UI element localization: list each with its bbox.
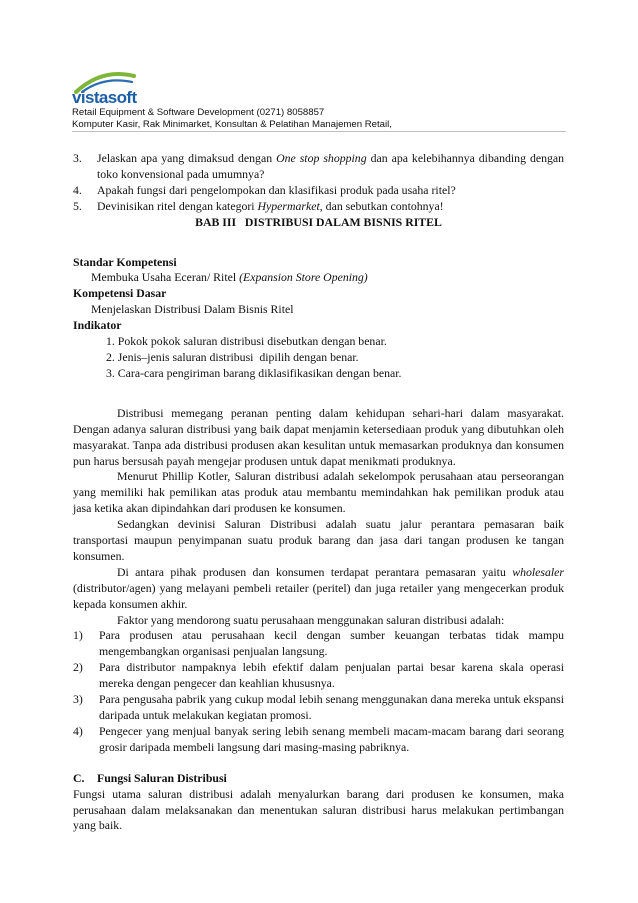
svg-text:vistasoft: vistasoft bbox=[72, 88, 137, 106]
header-company-line: Retail Equipment & Software Development (0271) 8058857 bbox=[72, 107, 325, 118]
paragraph: Menurut Phillip Kotler, Saluran distribusi adalah sekelompok perusahaan atau perseorangan yang memiliki hak pemilikan atas produk atau membantu memindahkan hak pemilikan produk atau jasa ketika akan dipindahkan dari produsen ke konsumen. bbox=[73, 469, 564, 516]
factor-number: 2) bbox=[73, 660, 83, 675]
chapter-title: BAB III DISTRIBUSI DALAM BISNIS RITEL bbox=[195, 214, 442, 229]
kompetensi-dasar-text: Menjelaskan Distribusi Dalam Bisnis Ritel bbox=[91, 302, 294, 317]
indikator-item: 2. Jenis–jenis saluran distribusi dipilih dengan benar. bbox=[106, 349, 359, 364]
question-text: Apakah fungsi dari pengelompokan dan klasifikasi produk pada usaha ritel? bbox=[97, 182, 456, 197]
header-services-line: Komputer Kasir, Rak Minimarket, Konsultan & Pelatihan Manajemen Retail, bbox=[72, 119, 392, 130]
indikator-item: 3. Cara-cara pengiriman barang diklasifikasikan dengan benar. bbox=[106, 365, 402, 380]
standar-kompetensi-text: Membuka Usaha Eceran/ Ritel (Expansion Store Opening) bbox=[91, 270, 368, 285]
factor-number: 3) bbox=[73, 692, 83, 707]
question-number: 3. bbox=[73, 151, 82, 165]
indikator-item: 1. Pokok pokok saluran distribusi disebutkan dengan benar. bbox=[106, 334, 387, 349]
paragraph: Sedangkan devinisi Saluran Distribusi adalah suatu jalur perantara pemasaran baik transportasi maupun penyimpanan suatu produk barang dan jasa dari tangan produsen ke tangan konsumen. bbox=[73, 517, 564, 563]
section-c-heading bbox=[73, 771, 564, 787]
factor-text: Pengecer yang menjual banyak sering lebih senang membeli macam-macam barang dari seorang grosir daripada membeli langsung dari masing-masing pabriknya. bbox=[99, 723, 564, 754]
question-item bbox=[73, 199, 564, 215]
question-item bbox=[73, 183, 564, 199]
factor-text: Para produsen atau perusahaan kecil dengan sumber keuangan terbatas tidak mampu mengembangkan organisasi penjualan langsung. bbox=[99, 628, 564, 659]
factor-number: 4) bbox=[73, 723, 83, 738]
factor-item bbox=[73, 724, 564, 756]
paragraph: Distribusi memegang peranan penting dalam kehidupan sehari-hari dalam masyarakat. Dengan adanya saluran distribusi yang baik dapat menjamin ketersediaan produk yang dibutuhkan oleh masyarakat. Tanpa ada distribusi produsen akan kesulitan untuk memasarkan produknya dan konsumen pun harus bersusah payah mengejar produsen untuk dapat menikmati produknya. bbox=[73, 405, 564, 468]
question-text: Devinisikan ritel dengan kategori Hypermarket, dan sebutkan contohnya! bbox=[97, 198, 444, 213]
factor-text: Para distributor nampaknya lebih efektif dalam penjualan partai besar karena skala operasi mereka dengan pengecer dan keahlian khususnya. bbox=[99, 660, 564, 691]
header-divider bbox=[72, 131, 566, 132]
vistasoft-logo bbox=[72, 66, 142, 106]
question-text: Jelaskan apa yang dimaksud dengan One stop shopping dan apa kelebihannya dibanding dengan toko konvensional pada umumnya? bbox=[97, 151, 565, 181]
factor-number: 1) bbox=[73, 628, 83, 643]
factor-item bbox=[73, 692, 564, 724]
paragraph: Faktor yang mendorong suatu perusahaan menggunakan saluran distribusi adalah: bbox=[117, 612, 505, 627]
document-body bbox=[73, 151, 564, 834]
question-number: 5. bbox=[73, 198, 82, 213]
indikator-heading: Indikator bbox=[73, 318, 122, 333]
question-item bbox=[73, 151, 564, 183]
question-number: 4. bbox=[73, 182, 82, 197]
factor-item bbox=[73, 628, 564, 660]
kompetensi-dasar-heading: Kompetensi Dasar bbox=[73, 286, 167, 301]
factor-item bbox=[73, 660, 564, 692]
section-c-text: Fungsi utama saluran distribusi adalah menyalurkan barang dari produsen ke konsumen, maka perusahaan dalam melaksanakan dan menentukan saluran distribusi harus melakukan pertimbangan yang baik. bbox=[73, 786, 564, 833]
section-number: C. bbox=[73, 770, 85, 785]
paragraph: Di antara pihak produsen dan konsumen terdapat perantara pemasaran yaitu wholesaler (distributor/agen) yang melayani pembeli retailer (peritel) dan juga retailer yang mengecerkan produk kepada konsumen akhir. bbox=[73, 564, 564, 611]
factor-text: Para pengusaha pabrik yang cukup modal lebih senang menggunakan dana mereka untuk ekspansi daripada untuk melakukan kegiatan promosi. bbox=[99, 692, 564, 722]
section-title: Fungsi Saluran Distribusi bbox=[97, 770, 227, 785]
standar-kompetensi-heading: Standar Kompetensi bbox=[73, 254, 177, 269]
